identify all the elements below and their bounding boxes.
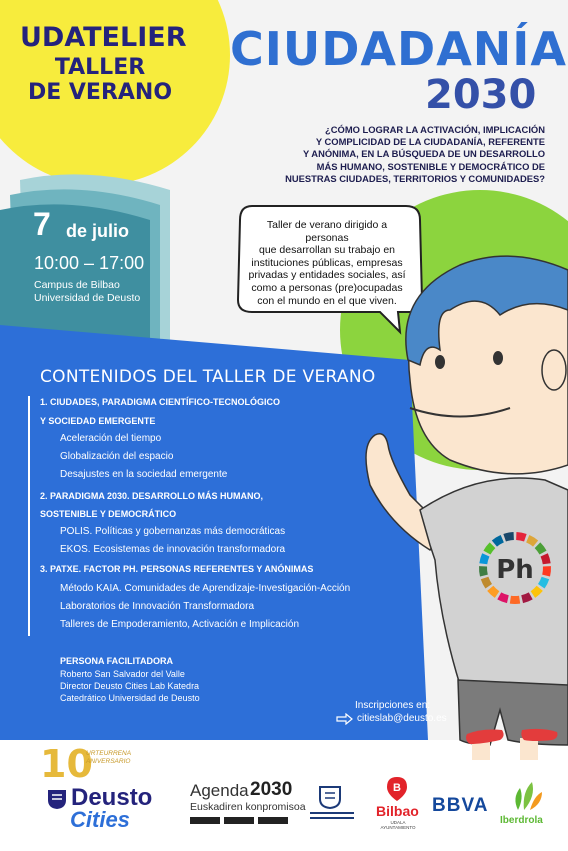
ring-segment [481,577,492,589]
agenda-logo-bar [190,817,290,824]
agenda-logo-subtitle: Euskadiren konpromisoa [190,801,306,813]
agenda-logo-word: Agenda [190,781,249,800]
question-line: NUESTRAS CIUDADES, TERRITORIOS Y COMUNIDADES? [285,172,545,184]
ring-segment [479,553,489,564]
question-line: ¿CÓMO LOGRAR LA ACTIVACIÓN, IMPLICACIÓN [325,124,545,135]
bubble-text [248,219,406,307]
iberdrola-logo-text: Iberdrola [500,815,543,826]
ring-segment [521,592,532,603]
cities-logo-text: Cities [70,807,130,832]
ring-segment [479,566,488,576]
main-title: CIUDADANÍA [230,22,568,76]
question-line: MÁS HUMANO, SOSTENIBLE Y DEMOCRÁTICO DE [316,160,545,172]
bubble-line: privadas y entidades sociales, así [248,269,406,282]
section-2-item: EKOS. Ecosistemas de innovación transformadora [60,544,286,555]
ring-segment [538,577,549,589]
svg-text:B: B [393,782,401,794]
event-place-line2: Universidad de Deusto [34,292,141,304]
section-1-item: Desajustes en la sociedad emergente [60,469,228,480]
section-3-item: Método KAIA. Comunidades de Aprendizaje-Investigación-Acción [60,583,351,594]
sandals [462,722,562,752]
facilitator-name: Roberto San Salvador del Valle [60,669,185,679]
facilitator-role2: Catedrático Universidad de Deusto [60,693,200,703]
deusto-shield-icon [46,788,68,810]
question-text [255,124,545,185]
ring-segment [541,553,551,564]
iberdrola-leaves-icon [508,778,544,814]
bilbao-pin-icon [386,776,408,802]
question-line: Y ANÓNIMA, EN LA BÚSQUEDA DE UN DESARROLLO [302,148,545,160]
title-year: 2030 [425,72,537,118]
ring-segment [516,532,527,541]
anniversary-text-1: URTEURRENA [86,750,132,757]
ring-segment [497,592,508,603]
ring-segment [531,586,543,598]
event-day: 7 [33,206,51,242]
bizkaia-shield-icon [318,785,342,809]
bilbao-logo-subtitle: UDALA AYUNTAMIENTO [380,820,416,830]
section-1-heading-b: Y SOCIEDAD EMERGENTE [40,416,156,426]
event-month: de julio [66,221,129,241]
ph-ring-badge [472,525,558,611]
badge-title-line3: DE VERANO [27,80,173,105]
ring-segment [535,542,547,554]
ring-segment [492,535,504,547]
bizkaia-logo-line [310,812,354,814]
bubble-line: con el mundo en el que viven. [257,294,397,307]
ring-segment [483,542,495,554]
section-2-heading-a: 2. PARADIGMA 2030. DESARROLLO MÁS HUMANO, [40,491,264,501]
event-time: 10:00 – 17:00 [34,253,145,273]
ph-badge-text: Ph [496,555,534,585]
ring-segment [510,596,520,604]
agenda-logo-year: 2030 [250,779,293,800]
section-1-item: Aceleración del tiempo [60,433,162,444]
section-3-heading: 3. PATXE. FACTOR PH. PERSONAS REFERENTES Y ANÓNIMAS [40,564,314,574]
bubble-line: instituciones públicas, empresas [251,256,403,269]
badge-title-line2: TALLER [54,55,146,80]
bizkaia-logo-line [310,817,354,819]
ring-segment [542,566,551,576]
bubble-line: como a personas (pre)ocupadas [251,281,403,294]
bilbao-logo-text: Bilbao [376,803,419,819]
anniversary-number: 10 [40,742,93,786]
event-place-line1: Campus de Bilbao [34,279,120,291]
deusto-logo-text: Deusto [71,784,153,811]
character-illustration [340,240,568,760]
ring-segment [487,586,499,598]
bubble-line: Taller de verano dirigido a personas [266,219,388,244]
ring-segment [526,535,538,547]
section-3-item: Laboratorios de Innovación Transformadora [60,601,255,612]
inscriptions-label: Inscripciones en: [355,700,431,711]
inscriptions-email-link[interactable]: citieslab@deusto.es [357,713,447,724]
section-3-item: Talleres de Empoderamiento, Activación e Implicación [60,619,300,630]
contents-title: CONTENIDOS DEL TALLER DE VERANO [40,367,376,387]
section-1-item: Globalización del espacio [60,451,174,462]
bubble-line: que desarrollan su trabajo en [258,244,395,257]
anniversary-text-2: ANIVERSARIO [86,758,131,765]
section-2-heading-b: SOSTENIBLE Y DEMOCRÁTICO [40,509,177,519]
facilitator-role1: Director Deusto Cities Lab Katedra [60,681,200,691]
contents-divider [28,396,30,636]
section-1-heading-a: 1. CIUDADES, PARADIGMA CIENTÍFICO-TECNOLÓGICO [40,397,281,407]
arrow-right-icon [336,713,354,725]
ring-segment [503,532,514,541]
badge-title-line1: UDATELIER [20,22,187,53]
question-line: Y COMPLICIDAD DE LA CIUDADANÍA, REFERENTE [315,136,545,148]
facilitator-heading: PERSONA FACILITADORA [60,656,174,666]
bbva-logo-text: BBVA [432,795,489,816]
section-2-item: POLIS. Políticas y gobernanzas más democráticas [60,526,286,537]
